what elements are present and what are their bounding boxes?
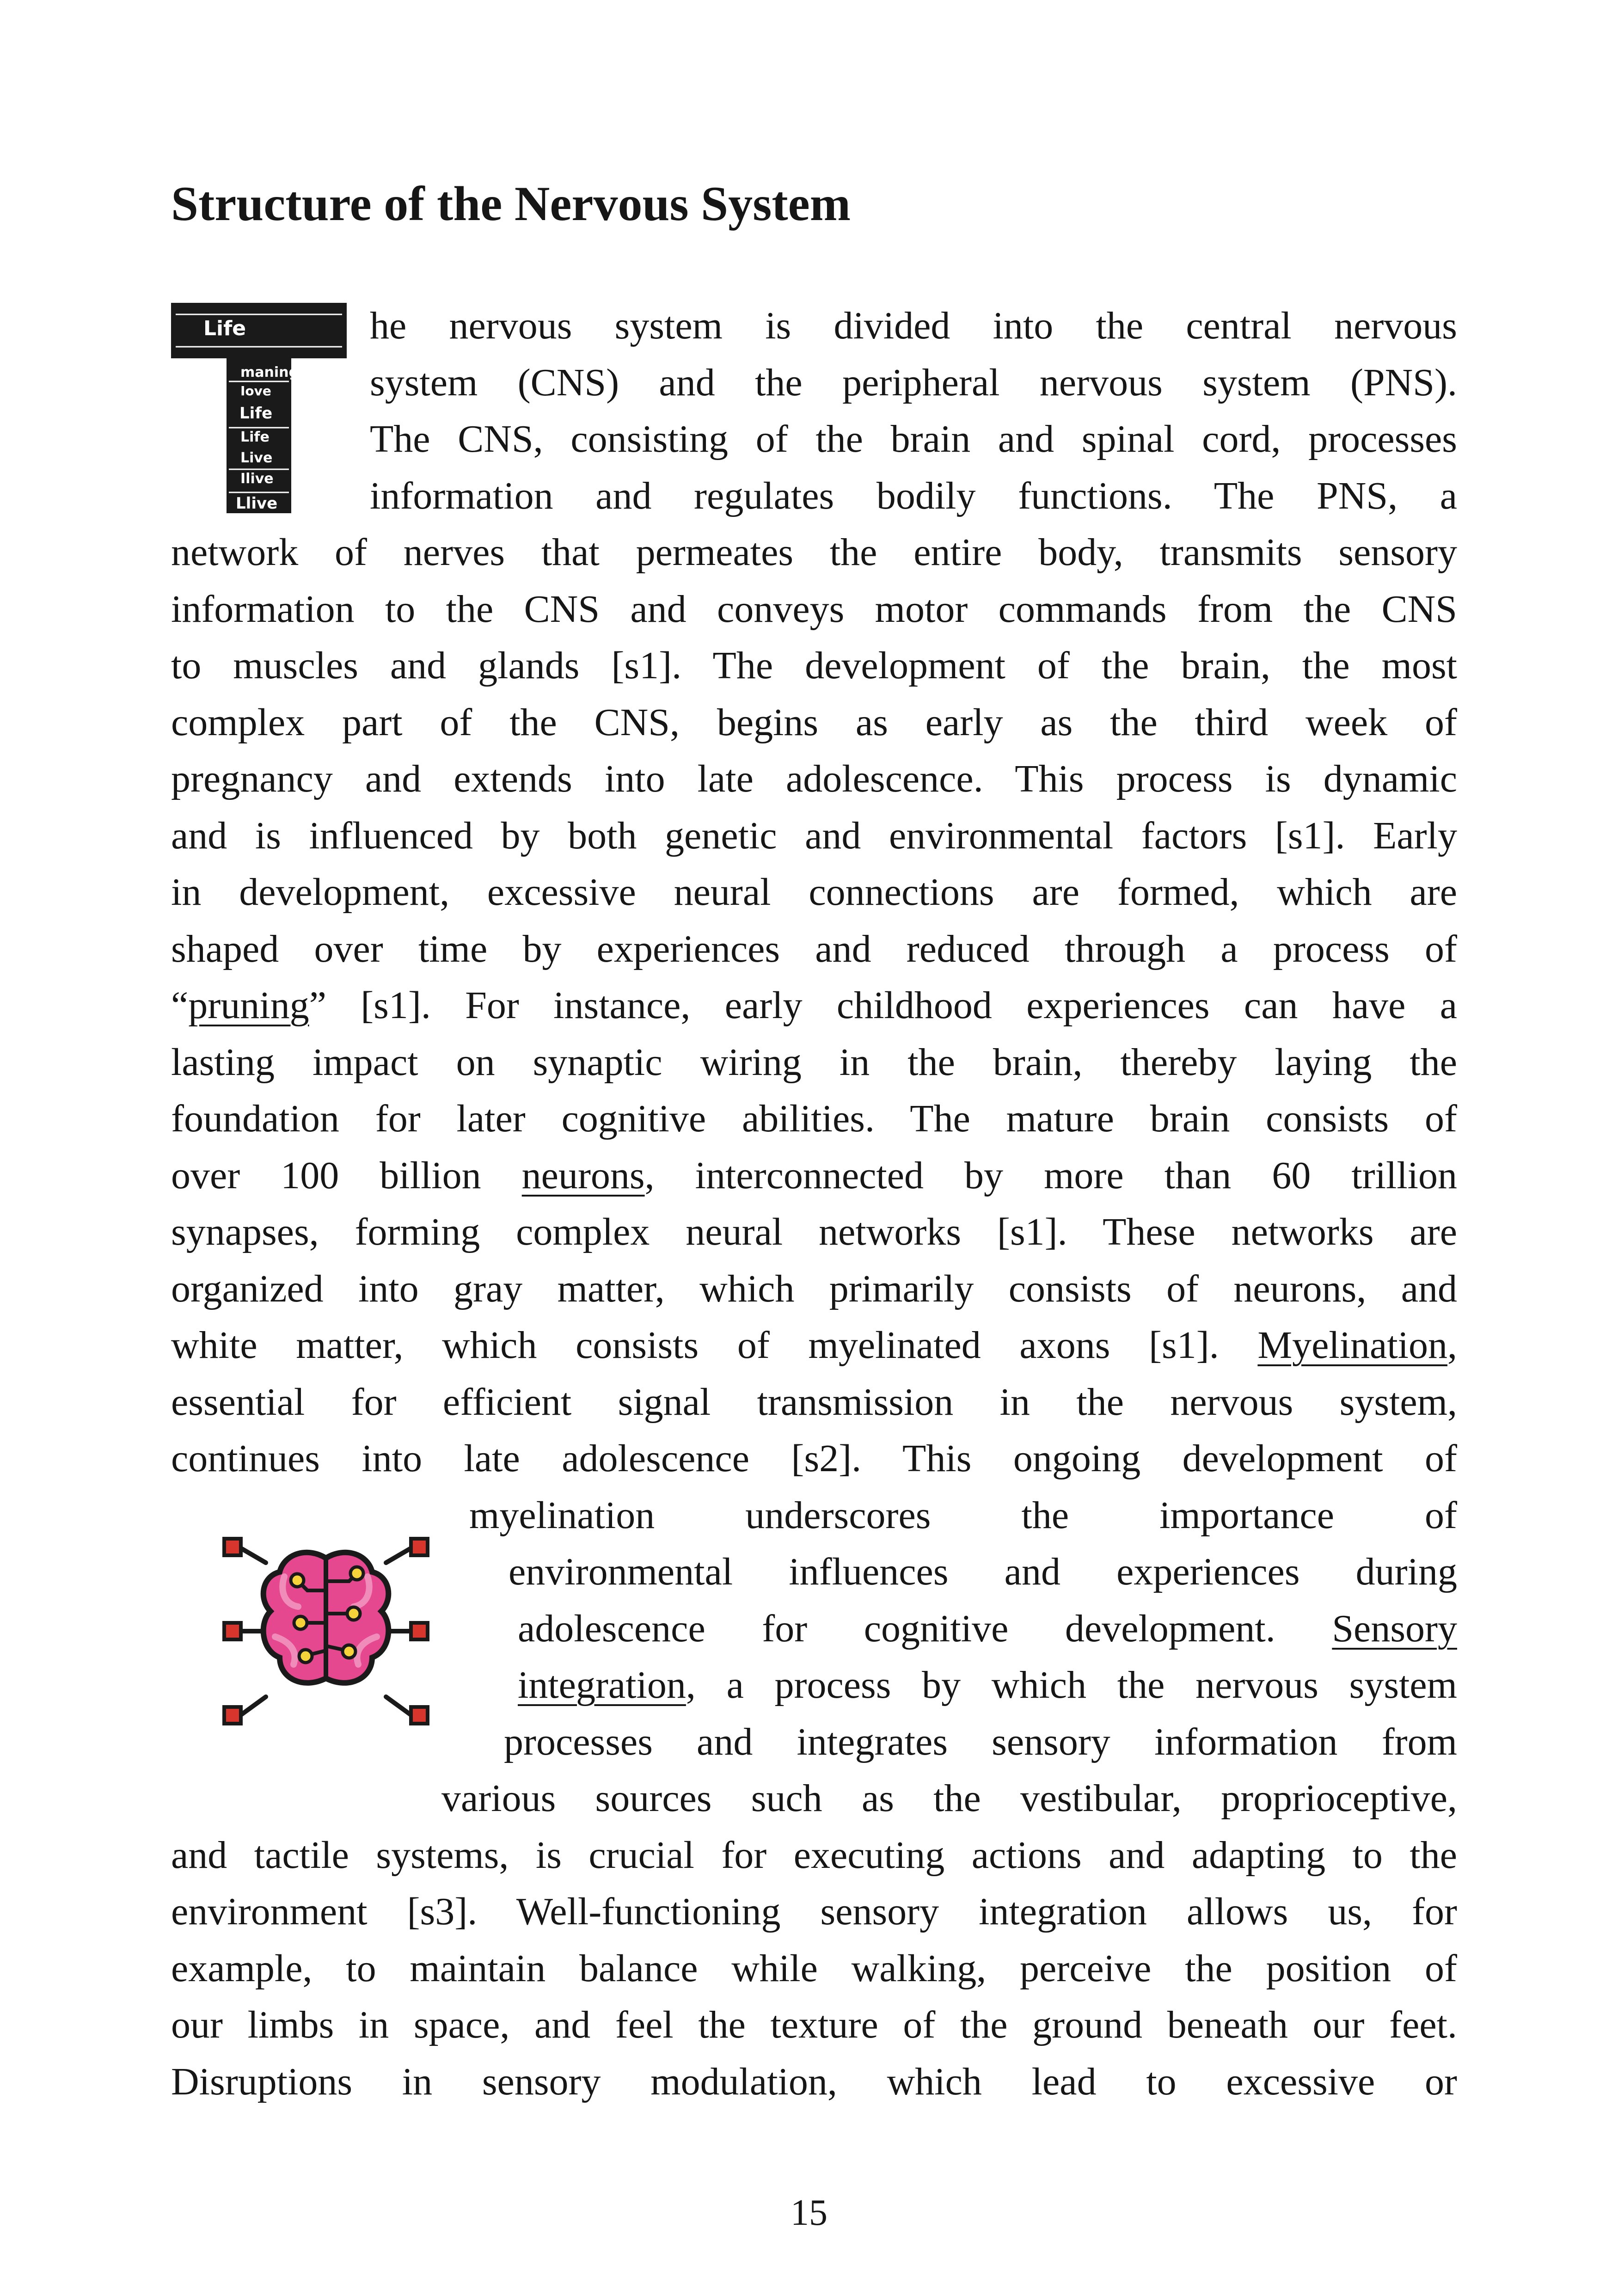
text-segment: adolescence for cognitive development. <box>518 1607 1332 1650</box>
text-line <box>518 1603 1457 1654</box>
text-line: organized into gray matter, which primarily consists of neurons, and <box>171 1267 1457 1310</box>
dropcap-word: Live <box>240 450 273 466</box>
page-title: Structure of the Nervous System <box>171 177 851 231</box>
text-line: in development, excessive neural connections are formed, which are <box>171 871 1457 914</box>
text-line: Disruptions in sensory modulation, which lead to excessive or <box>171 2060 1457 2103</box>
dropcap-t-icon <box>171 303 356 516</box>
text-segment: , <box>1447 1324 1457 1367</box>
glossary-term-link[interactable]: Myelination <box>1257 1324 1447 1367</box>
text-line: he nervous system is divided into the central nervous <box>370 304 1457 347</box>
text-line: The CNS, consisting of the brain and spinal cord, processes <box>370 417 1457 460</box>
text-line: system (CNS) and the peripheral nervous system (PNS). <box>370 361 1457 404</box>
dropcap-word: Life <box>239 404 273 423</box>
glossary-term-link[interactable]: pruning <box>188 984 309 1027</box>
text-line: synapses, forming complex neural networks [s1]. These networks are <box>171 1210 1457 1253</box>
text-line <box>171 980 1457 1031</box>
dropcap-word: Life <box>240 429 270 445</box>
dropcap-word: Iove <box>240 383 271 399</box>
text-line <box>171 1150 1457 1201</box>
dropcap-word: maning <box>240 364 299 381</box>
text-line <box>518 1660 1457 1711</box>
text-line: foundation for later cognitive abilities. The mature brain consists of <box>171 1097 1457 1140</box>
text-line: environment [s3]. Well-functioning sensory integration allows us, for <box>171 1890 1457 1933</box>
text-line: network of nerves that permeates the entire body, transmits sensory <box>171 531 1457 574</box>
text-segment: “ <box>171 984 189 1027</box>
text-line: information and regulates bodily functions. The PNS, a <box>370 474 1457 517</box>
glossary-term-link[interactable]: neurons <box>521 1154 645 1197</box>
text-line: environmental influences and experiences during <box>509 1550 1457 1593</box>
glossary-term-link[interactable]: Sensory <box>1332 1607 1457 1650</box>
text-line: shaped over time by experiences and reduced through a process of <box>171 927 1457 970</box>
text-line: to muscles and glands [s1]. The development of the brain, the most <box>171 644 1457 687</box>
text-line: processes and integrates sensory information from <box>504 1720 1457 1763</box>
text-line: continues into late adolescence [s2]. This ongoing development of <box>171 1437 1457 1480</box>
text-line: essential for efficient signal transmission in the nervous system, <box>171 1380 1457 1424</box>
text-line: information to the CNS and conveys motor commands from the CNS <box>171 587 1457 631</box>
text-line <box>171 1320 1457 1371</box>
glossary-term-link[interactable]: integration <box>518 1664 686 1707</box>
text-segment: white matter, which consists of myelinated axons [s1]. <box>171 1324 1258 1367</box>
text-line: example, to maintain balance while walking, perceive the position of <box>171 1946 1457 1990</box>
text-segment: ” [s1]. For instance, early childhood experiences can have a <box>309 984 1457 1027</box>
dropcap-word: Llive <box>236 494 278 513</box>
text-line: various sources such as the vestibular, proprioceptive, <box>441 1777 1457 1820</box>
text-line: complex part of the CNS, begins as early as the third week of <box>171 700 1457 744</box>
text-line: myelination underscores the importance of <box>469 1493 1457 1537</box>
text-line: and tactile systems, is crucial for executing actions and adapting to the <box>171 1833 1457 1877</box>
text-segment: , interconnected by more than 60 trillion <box>644 1154 1458 1197</box>
brain-circuit-icon <box>215 1526 437 1738</box>
dropcap-word: Ilive <box>240 471 274 487</box>
text-line: and is influenced by both genetic and environmental factors [s1]. Early <box>171 814 1457 857</box>
text-line: pregnancy and extends into late adolescence. This process is dynamic <box>171 757 1457 800</box>
text-line: lasting impact on synaptic wiring in the brain, thereby laying the <box>171 1040 1457 1084</box>
text-line: our limbs in space, and feel the texture of the ground beneath our feet. <box>171 2003 1457 2046</box>
page-number: 15 <box>791 2192 827 2233</box>
dropcap-word: Life <box>203 317 246 340</box>
text-segment: over 100 billion <box>171 1154 522 1197</box>
text-segment: , a process by which the nervous system <box>686 1664 1457 1707</box>
